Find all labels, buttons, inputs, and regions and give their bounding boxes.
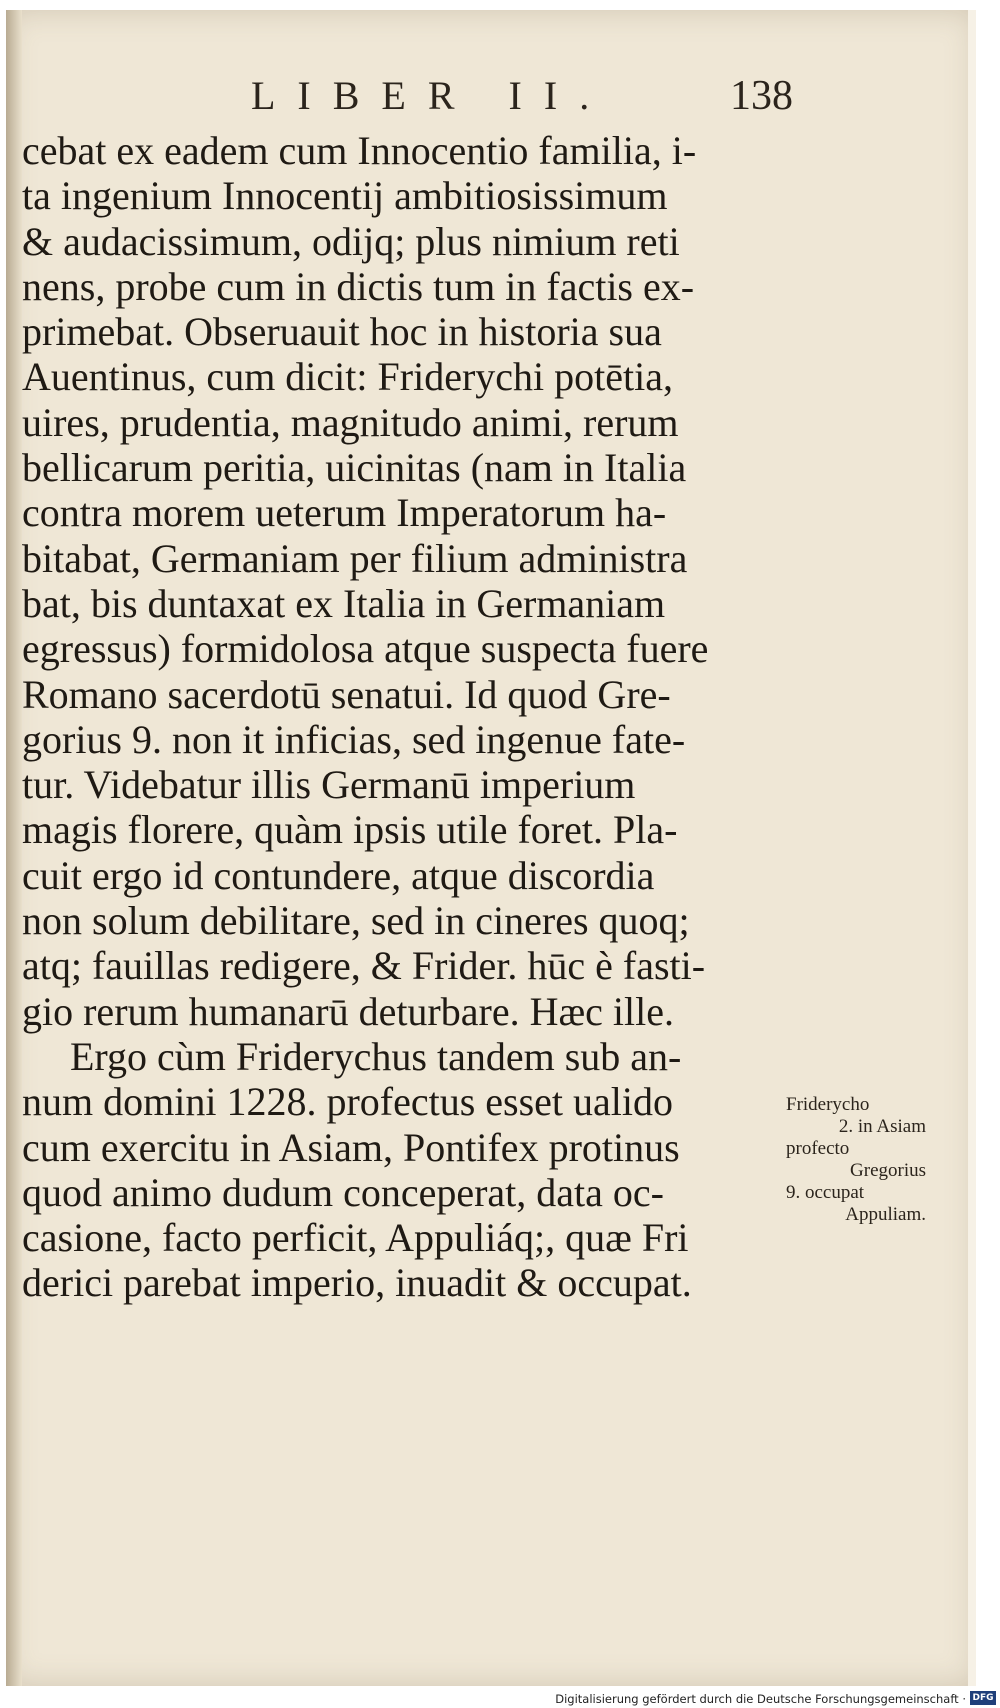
- text-line: derici parebat imperio, inuadit & occupat.: [22, 1260, 692, 1306]
- marginal-note-line: profecto: [786, 1138, 850, 1159]
- text-line: Auentinus, cum dicit: Friderychi potētia,: [22, 354, 673, 400]
- page-header: [6, 72, 976, 122]
- text-line: primebat. Obseruauit hoc in historia sua: [22, 309, 662, 355]
- text-line: ta ingenium Innocentij ambitiosissimum: [22, 173, 668, 219]
- text-line: quod animo dudum conceperat, data oc-: [22, 1169, 664, 1215]
- text-line: num domini 1228. profectus esset ualido: [22, 1079, 674, 1125]
- text-line: gio rerum humanarū deturbare. Hæc ille.: [22, 988, 674, 1034]
- text-line: cuit ergo id contundere, atque discordia: [22, 852, 655, 898]
- running-head: LIBER II.: [251, 73, 612, 118]
- dfg-logo-icon: DFG: [970, 1691, 996, 1705]
- marginal-note-line: Gregorius: [850, 1160, 926, 1181]
- text-line: bellicarum peritia, uicinitas (nam in Italia: [22, 445, 687, 491]
- text-line: gorius 9. non it inficias, sed ingenue fate-: [22, 716, 686, 762]
- page-number: 138: [730, 73, 793, 119]
- text-line-paragraph-start: Ergo cùm Friderychus tandem sub an-: [70, 1033, 682, 1079]
- page-edge: [968, 10, 976, 1686]
- marginal-note-line: 2. in Asiam: [838, 1116, 926, 1137]
- book-page: [6, 10, 976, 1686]
- text-line: nens, probe cum in dictis tum in factis ex-: [22, 263, 695, 309]
- text-line: casione, facto perficit, Appuliáq;, quæ Fri: [22, 1215, 689, 1261]
- marginal-note-line: Friderycho: [786, 1094, 870, 1115]
- body-text: [22, 128, 792, 1306]
- marginal-note-line: 9. occupat: [786, 1182, 865, 1203]
- text-line: & audacissimum, odijq; plus nimium reti: [22, 218, 680, 264]
- text-line: magis florere, quàm ipsis utile foret. Pla-: [22, 807, 678, 853]
- text-line: cebat ex eadem cum Innocentio familia, i-: [22, 128, 697, 173]
- text-line: non solum debilitare, sed in cineres quoq;: [22, 898, 690, 944]
- marginal-note-line: Appuliam.: [845, 1204, 926, 1225]
- text-line: bitabat, Germaniam per filium administra: [22, 535, 688, 581]
- text-line: bat, bis duntaxat ex Italia in Germaniam: [22, 580, 666, 626]
- text-line: Romano sacerdotū senatui. Id quod Gre-: [22, 671, 671, 717]
- text-line: contra morem ueterum Imperatorum ha-: [22, 490, 667, 536]
- digitization-footer: [0, 1690, 1000, 1708]
- page-gutter-shadow: [6, 10, 22, 1686]
- marginal-note: [786, 1094, 926, 1226]
- text-line: tur. Videbatur illis Germanū imperium: [22, 762, 636, 808]
- funding-credit: Digitalisierung gefördert durch die Deutsche Forschungsgemeinschaft ·: [555, 1692, 966, 1706]
- text-line: atq; fauillas redigere, & Frider. hūc è fasti-: [22, 943, 706, 989]
- text-line: egressus) formidolosa atque suspecta fuere: [22, 626, 709, 672]
- text-line: uires, prudentia, magnitudo animi, rerum: [22, 399, 679, 445]
- text-line: cum exercitu in Asiam, Pontifex protinus: [22, 1124, 680, 1170]
